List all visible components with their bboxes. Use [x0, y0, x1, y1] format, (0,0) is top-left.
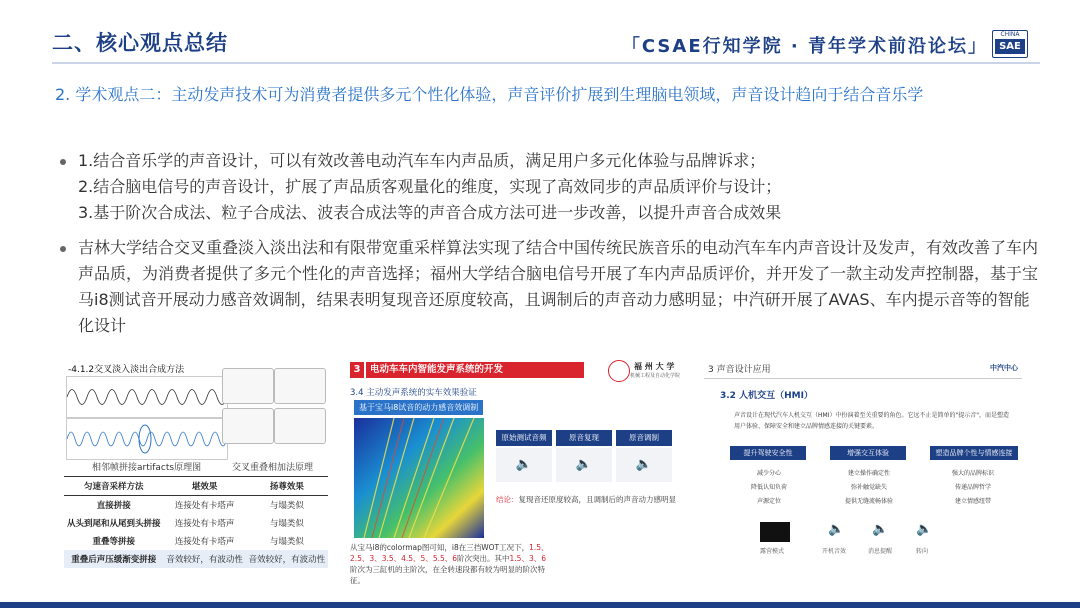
- section-number: 3: [350, 362, 364, 378]
- table-cell: 直接拼接: [96, 501, 131, 511]
- speaker-icon[interactable]: 🔈: [616, 448, 672, 482]
- modulation-label-box: 基于宝马i8试音的动力感音效调制: [354, 400, 483, 415]
- media-label: 消息提醒: [868, 548, 893, 555]
- logo-top-text: CHINA: [1000, 31, 1020, 38]
- viewpoint-subtitle: 2. 学术观点二：主动发声技术可为消费者提供多元个性化体验，声音评价扩展到生理脑电领域，声音设计趋向于结合音乐学: [55, 85, 924, 104]
- forum-title: 「CSAE行知学院 · 青年学术前沿论坛」: [621, 36, 988, 57]
- speaker-icon[interactable]: 🔈: [828, 522, 845, 537]
- table-header: 堪效果: [164, 477, 246, 496]
- bullet-item: [58, 148, 1038, 226]
- bullet-line: 3.基于阶次合成法、粒子合成法、波表合成法等的声音合成方法可进一步改善，以提升声音合成效果: [78, 203, 782, 222]
- speaker-icon[interactable]: 🔈: [556, 448, 612, 482]
- conclusion-label: 结论：: [496, 495, 519, 504]
- note-orders: 1.5、2.5、3、3.5、4.5、5、5.5、6: [350, 543, 549, 563]
- table-cell: 重叠等拼接: [92, 537, 136, 547]
- figure3-header: [704, 362, 1022, 379]
- audio-comparison-panel: [496, 430, 676, 490]
- figure-catarc-hmi: [704, 354, 1022, 580]
- speaker-icon[interactable]: 🔈: [872, 522, 889, 537]
- bullet-line: 2.结合脑电信号的声音设计，扩展了声品质客观量化的维度，实现了高效同步的声品质评价与设计；: [78, 177, 782, 196]
- table-header: 匀速音采样方法: [64, 477, 164, 496]
- figure3-org: 中汽中心: [990, 364, 1018, 372]
- table-cell: 连接处有卡塔声: [174, 519, 235, 529]
- hmi-item: 建立情感纽带: [954, 498, 991, 505]
- table-cell: 与塌类似: [269, 537, 304, 547]
- table-cell: 与塌类似: [269, 519, 304, 529]
- diagram-thumbnail: [274, 368, 326, 404]
- note-text: 阶次突出。其中: [457, 554, 510, 563]
- table-cell: 连接处有卡塔声: [174, 537, 235, 547]
- hmi-item: 降低认知负荷: [750, 484, 787, 491]
- hmi-column-header: 塑造品牌个性与情感连接: [930, 446, 1018, 460]
- diagram-thumbnail: [274, 408, 326, 444]
- figure3-subsection: 3.2 人机交互（HMI）: [720, 391, 813, 401]
- university-subname: 机械工程及自动化学院: [630, 373, 681, 379]
- waveform-plot-top: [66, 376, 228, 418]
- bullet-dot-icon: [60, 246, 66, 252]
- bullet-line: 1.结合音乐学的声音设计，可以有效改善电动汽车车内声品质，满足用户多元化体验与品牌诉求；: [78, 151, 766, 170]
- note-main-orders: 1.5、3、6: [509, 554, 547, 563]
- hmi-column-header: 增强交互体验: [830, 446, 906, 460]
- audio-column-header: 原音复现: [556, 430, 612, 446]
- table-cell: 音效较好，有波动性: [246, 550, 328, 568]
- table-header: 扬尊效果: [246, 477, 328, 496]
- figure3-paragraph: 声音设计在现代汽车人机交互（HMI）中扮演着至关重要的角色。它远不止是简单的"提示音"，而是塑造用户体验、保障安全和建立品牌情感连接的关键要素。: [734, 412, 1009, 430]
- hmi-item: 弥补触觉缺失: [850, 484, 887, 491]
- speaker-icon[interactable]: 🔈: [496, 448, 552, 482]
- hmi-item: 传递品牌哲学: [954, 484, 991, 491]
- hmi-item: 减少分心: [756, 470, 781, 477]
- figure-crossfade: [62, 354, 330, 580]
- figure2-note: [350, 542, 550, 586]
- header-divider: [52, 62, 1040, 64]
- figure2-title: 电动车车内智能发声系统的开发: [366, 362, 584, 378]
- table-cell: 与塌类似: [269, 501, 304, 511]
- audio-column-header: 原音调制: [616, 430, 672, 446]
- university-name: 福 州 大 学: [634, 362, 675, 371]
- table-row: [64, 550, 328, 568]
- note-text: 阶次为三缸机的主阶次，在全转速段都有较为明显的阶次特征。: [350, 565, 545, 585]
- figure2-subsection: 3.4 主动发声系统的实车效果验证: [350, 388, 477, 398]
- figure1-heading: -4.1.2交叉淡入淡出合成方法: [68, 365, 185, 375]
- colormap-spectrogram: [354, 418, 484, 538]
- diagram-thumbnail: [222, 408, 274, 444]
- audio-column-header: 原始测试音频: [496, 430, 552, 446]
- method-comparison-table: [64, 476, 328, 568]
- logo-main-text: SAE: [995, 39, 1025, 54]
- bullet-item: [58, 235, 1038, 339]
- table-cell: 连接处有卡塔声: [174, 501, 235, 511]
- hmi-item: 强大的品牌标识: [951, 470, 994, 477]
- figure-fzu-sound-system: [346, 354, 686, 585]
- diagram-thumbnail: [222, 368, 274, 404]
- table-cell: 重叠后声压缓渐变拼接: [64, 550, 164, 568]
- hmi-item: 建立操作确定性: [847, 470, 890, 477]
- footer-bar: [0, 602, 1080, 608]
- media-label: 开机音效: [822, 548, 847, 555]
- conclusion-text: 复现音还原度较高，且调制后的声音动力感明显: [518, 495, 676, 504]
- video-thumbnail[interactable]: [760, 522, 790, 542]
- figure1-caption-right: 交叉重叠相加法原理: [232, 463, 314, 473]
- page-title: 二、核心观点总结: [52, 31, 228, 55]
- media-label: 露营模式: [760, 548, 785, 555]
- university-seal-icon: [608, 360, 630, 382]
- note-text: 从宝马i8的colormap图可知，i8在三挡WOT工况下，: [350, 543, 530, 552]
- bullet-list: [58, 148, 1038, 348]
- speaker-icon[interactable]: 🔈: [916, 522, 933, 537]
- waveform-plot-bottom: [66, 418, 228, 460]
- table-row: [64, 514, 328, 532]
- hmi-column-header: 提升驾驶安全性: [730, 446, 806, 460]
- bullet-paragraph: 吉林大学结合交叉重叠淡入淡出法和有限带宽重采样算法实现了结合中国传统民族音乐的电动汽车车内声音设计及发声，有效改善了车内声品质，为消费者提供了多元个性化的声音选择；福州大学结合脑电信号开展了车内声品质评价，并开发了一款主动发声控制器，基于宝马i8测试音开展动力感音效调制，结果表明复现音还原度较高，且调制后的声音动力感明显；中汽研开展了AVAS、车内提示音等的智能化设计: [78, 238, 1039, 335]
- hmi-item: 提供无缝流畅体验: [844, 498, 893, 505]
- hmi-item: 声源定位: [756, 498, 781, 505]
- bullet-dot-icon: [60, 159, 66, 165]
- table-cell: 从头到尾和从尾到头拼接: [67, 519, 161, 529]
- table-row: [64, 496, 328, 515]
- csae-logo: [992, 30, 1028, 58]
- figure2-conclusion: [496, 494, 676, 505]
- figure1-caption-left: 相邻帧拼接artifacts原理图: [92, 463, 202, 473]
- figure3-section: 3 声音设计应用: [708, 365, 771, 375]
- table-row: [64, 532, 328, 550]
- media-label: 转向: [916, 548, 929, 555]
- table-cell: 音效较好，有波动性: [164, 550, 246, 568]
